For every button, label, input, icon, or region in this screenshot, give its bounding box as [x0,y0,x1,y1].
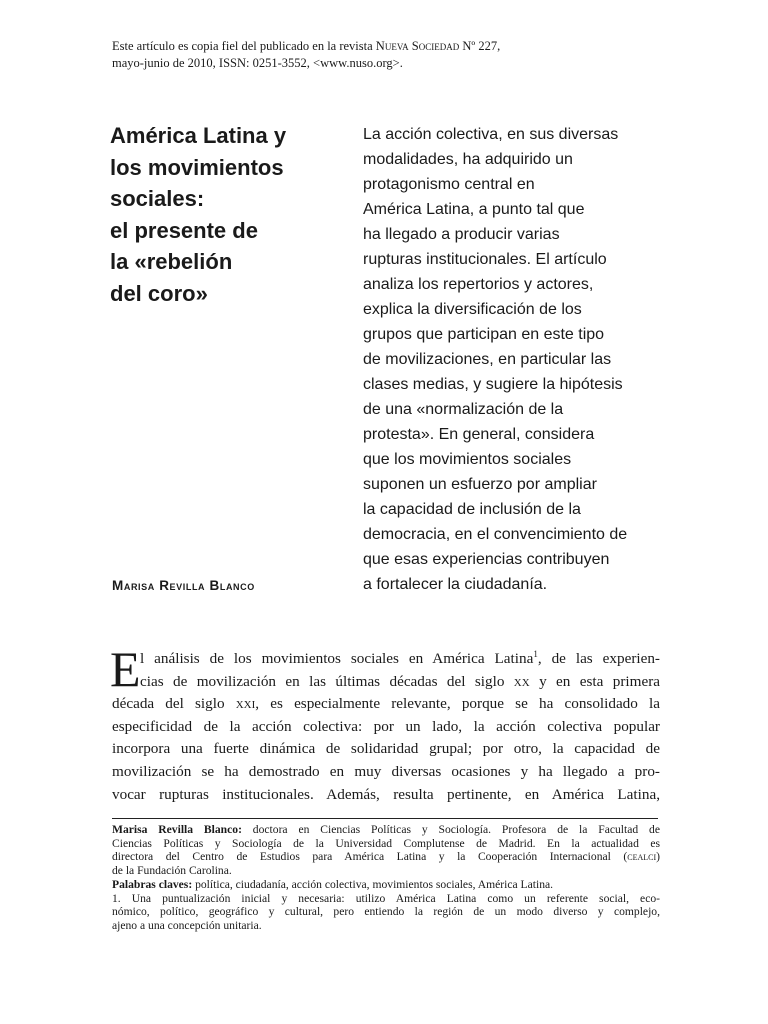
publication-note [112,38,672,72]
title-line: América Latina y [110,123,287,148]
abstract-line: que esas experiencias contribuyen [363,551,610,568]
footnote-divider [112,818,658,819]
abstract-line: protesta». En general, considera [363,426,595,443]
body-line: incorpora una fuerte dinámica de solidaridad grupal; por otro, la capacidad de [112,740,660,758]
body-paragraph [112,648,660,806]
abstract-line: de movilizaciones, en particular las [363,351,612,368]
footnotes [112,823,660,933]
publication-note-line-2: mayo-junio de 2010, ISSN: 0251-3552, <www.nuso.org>. [112,56,403,70]
footnote-1-line: ajeno a una concepción unitaria. [112,918,262,932]
author-bio-line: Marisa Revilla Blanco: doctora en Ciencias Políticas y Sociología. Profesora de la Facultad de [112,823,660,836]
abstract-line: grupos que participan en este tipo [363,326,605,343]
abstract-line: ha llegado a producir varias [363,226,560,243]
footnote-1-line: nómico, político, geográfico y cultural, pero entiendo la región de un modo diverso y complejo, [112,905,660,919]
abstract-line: protagonismo central en [363,176,535,193]
journal-name: Nueva Sociedad [375,39,460,53]
article-title [110,120,340,309]
body-line: década del siglo xxi, es especialmente relevante, porque se ha consolidado la [112,695,660,713]
abstract-line: a fortalecer la ciudadanía. [363,576,548,593]
abstract-line: la capacidad de inclusión de la [363,501,581,518]
abstract-line: modalidades, ha adquirido un [363,151,573,168]
title-line: sociales: [110,186,205,211]
abstract-line: analiza los repertorios y actores, [363,276,594,293]
keywords-label: Palabras claves: [112,877,193,891]
body-line: especificidad de la acción colectiva: por un lado, la acción colectiva popular [112,717,660,735]
body-line: vocar rupturas institucionales. Además, resulta pertinente, en América Latina, [112,785,660,803]
abstract-line: suponen un esfuerzo por ampliar [363,476,597,493]
body-line: l análisis de los movimientos sociales en América Latina$^1$, de las experien- [140,648,660,667]
bio-author-name: Marisa Revilla Blanco: [112,823,242,836]
drop-cap: E [110,641,141,697]
abstract-line: rupturas institucionales. El artículo [363,251,607,268]
abstract-line: La acción colectiva, en sus diversas [363,126,619,143]
abstract-line: de una «normalización de la [363,401,564,418]
keywords: Palabras claves: política, ciudadanía, acción colectiva, movimientos sociales, América Latina. [112,877,554,891]
abstract-line: clases medias, y sugiere la hipótesis [363,376,623,393]
abstract-line: que los movimientos sociales [363,451,572,468]
abstract-line: explica la diversificación de los [363,301,582,318]
footnote-1-line: 1. Una puntualización inicial y necesaria: utilizo América Latina como un referente social, eco- [112,891,660,905]
title-line: el presente de [110,217,258,243]
body-line: movilización se ha demostrado en muy diversas ocasiones y ha llegado a pro- [112,762,660,780]
author-bio-line: directora del Centro de Estudios para América Latina y la Cooperación Internacional (cealci) [112,850,660,864]
title-line: del coro» [110,280,208,306]
body-line: cias de movilización en las últimas décadas del siglo xx y en esta primera [140,672,660,690]
abstract [363,122,673,597]
author-bio-line: Ciencias Políticas y Sociología de la Universidad Complutense de Madrid. En la actualidad es [112,836,660,850]
author-bio-line: de la Fundación Carolina. [112,864,232,878]
abstract-line: democracia, en el convencimiento de [363,526,628,543]
title-line: la «rebelión [110,249,233,274]
footnote-reference: 1 [533,648,538,659]
publication-note-line-1: Este artículo es copia fiel del publicado en la revista Nueva Sociedad Nº 227, [112,39,501,53]
abstract-line: América Latina, a punto tal que [363,201,585,218]
title-line: los movimientos [110,154,284,180]
author-name: Marisa Revilla Blanco [112,578,255,593]
